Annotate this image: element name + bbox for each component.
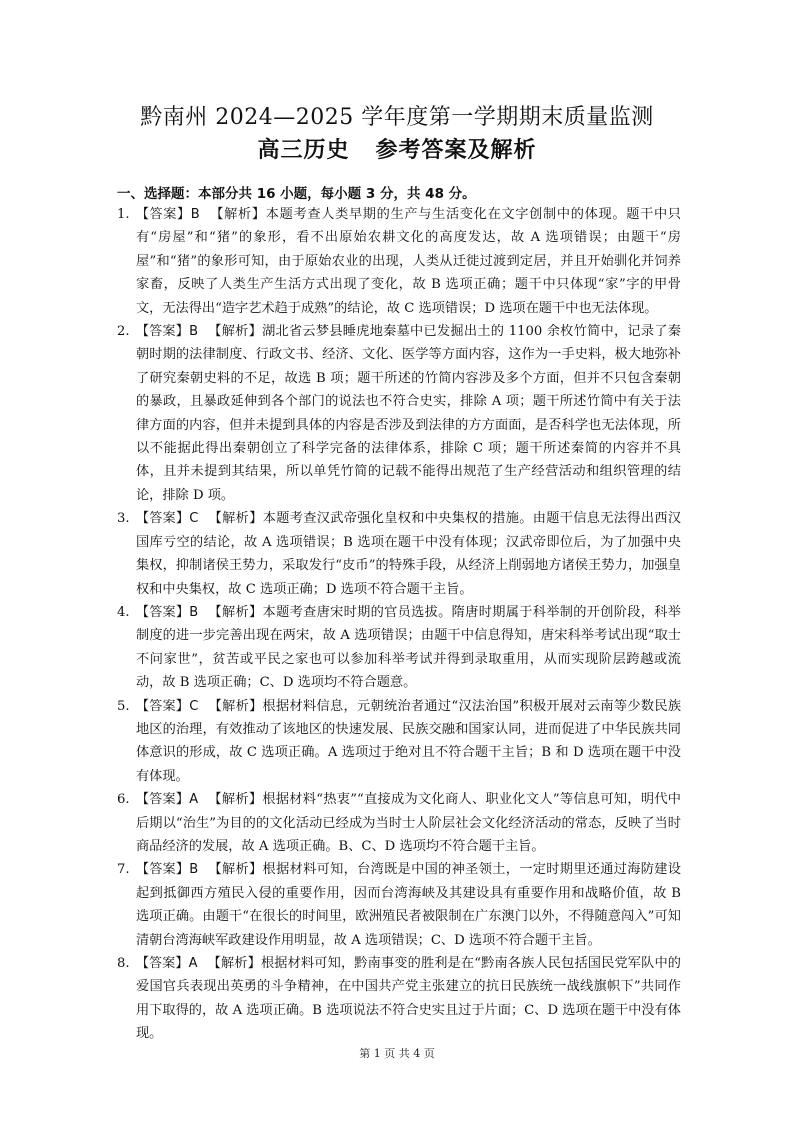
item-number: 2. (117, 324, 130, 340)
answer-item (117, 203, 681, 320)
item-answer: 【答案】A (136, 792, 199, 808)
item-number: 7. (117, 862, 130, 878)
item-number: 5. (117, 698, 130, 714)
document-title: 黔南州 2024—2025 学年度第一学期期末质量监测 (140, 105, 654, 130)
item-analysis: 【解析】本题考查唐宋时期的官员选拔。隋唐时期属于科举制的开创阶段，科举制度的进一步完善出现在两宋，故 A 选项错误；由题干中信息得知，唐宋科举考试出现“取士不问家世”，贫苦或平民之家也可以参加科举考试并得到录取重用，从而实现阶层跨越或流动，故 B 选项正确；C、D 选项均不符合题意。 (136, 604, 681, 691)
document-subtitle (0, 133, 794, 164)
item-answer: 【答案】B (136, 862, 199, 878)
item-analysis: 【解析】本题考查汉武帝强化皇权和中央集权的措施。由题干信息无法得出西汉国库亏空的结论，故 A 选项错误；B 选项在题干中没有体现；汉武帝即位后，为了加强中央集权，抑制诸侯王势力，采取发行“皮币”的特殊手段，从经济上削弱地方诸侯王势力，加强皇权和中央集权，故 C 选项正确；D 选项不符合题干主旨。 (136, 511, 682, 597)
answer-key-label: 参考答案及解析 (375, 138, 537, 163)
answer-item (117, 788, 681, 858)
answer-list (117, 203, 681, 1046)
item-answer: 【答案】B (136, 604, 199, 620)
item-answer: 【答案】A (136, 956, 198, 971)
answer-item (117, 601, 681, 695)
item-answer: 【答案】B (136, 207, 200, 222)
item-answer: 【答案】B (136, 324, 198, 340)
item-analysis: 【解析】本题考查人类早期的生产与生活变化在文字创制中的体现。题干中只有“房屋”和“猪”的象形，看不出原始农耕文化的高度发达，故 A 选项错误；由题干“房屋”和“猪”的象形可知，由于原始农业的出现，人类从迁徙过渡到定居，并且开始驯化并饲养家畜，反映了人类生产生活方式出现了变化，故 B 选项正确；题干中只体现“家”字的甲骨文，无法得出“造字艺术趋于成熟”的结论，故 C 选项错误；D 选项在题干中也无法体现。 (136, 207, 681, 316)
section-heading: 一、选择题：本部分共 16 小题，每小题 3 分，共 48 分。 (117, 186, 476, 202)
answer-item (117, 507, 681, 601)
item-number: 8. (117, 956, 130, 971)
item-number: 1. (117, 207, 130, 222)
item-analysis: 【解析】根据材料“热衷”“直接成为文化商人、职业化文人”等信息可知，明代中后期以“治生”为目的的文化活动已经成为当时士人阶层社会文化经济活动的常态，反映了当时商品经济的发展，故 A 选项正确。B、C、D 选项均不符合题干主旨。 (136, 792, 681, 854)
item-analysis: 【解析】湖北省云梦县睡虎地秦墓中已发掘出土的 1100 余枚竹简中，记录了秦朝时期的法律制度、行政文书、经济、文化、医学等方面内容，这作为一手史料，极大地弥补了研究秦朝史料的不足，故选 B 项；题干所述的竹简内容涉及多个方面，但并不只包含秦朝的暴政，且暴政延伸到各个部门的说法也不符合史实，排除 A 项；题干所述竹简中有关于法律方面的内容，但并未提到具体的内容是否涉及到法律的方方面面，是否科学也无法体现，所以不能据此得出秦朝创立了科学完备的法律体系，排除 C 项；题干所述秦简的内容并不具体，且并未提到其结果，所以单凭竹简的记载不能得出规范了生产经营活动和组织管理的结论，排除 D 项。 (136, 324, 681, 503)
item-analysis: 【解析】根据材料信息，元朝统治者通过“汉法治国”积极开展对云南等少数民族地区的治理，有效推动了该地区的快速发展、民族交融和国家认同，进而促进了中华民族共同体意识的形成，故 C 选项正确。A 选项过于绝对且不符合题干主旨；B 和 D 选项在题干中没有体现。 (136, 698, 682, 784)
item-analysis: 【解析】根据材料可知，黔南事变的胜利是在“黔南各族人民包括国民党军队中的爱国官兵表现出英勇的斗争精神，在中国共产党主张建立的抗日民族统一战线旗帜下”共同作用下取得的，故 A 选项正确。B 选项说法不符合史实且过于片面；C、D 选项在题干中没有体现。 (136, 956, 681, 1042)
answer-item (117, 952, 681, 1046)
item-number: 3. (117, 511, 130, 527)
item-answer: 【答案】C (136, 698, 199, 714)
page-number: 第 1 页 共 4 页 (359, 1047, 435, 1060)
subject-label: 高三历史 (257, 138, 350, 163)
answer-item (117, 858, 681, 952)
answer-item (117, 695, 681, 789)
item-number: 4. (117, 604, 130, 620)
item-answer: 【答案】C (136, 511, 199, 527)
answer-item (117, 320, 681, 507)
item-number: 6. (117, 792, 130, 808)
item-analysis: 【解析】根据材料可知，台湾既是中国的神圣领土，一定时期里还通过海防建设起到抵御西方殖民入侵的重要作用，因而台湾海峡及其建设具有重要作用和战略价值，故 B 选项正确。由题干“在很长的时间里，欧洲殖民者被限制在广东澳门以外，不得随意闯入”可知清朝台湾海峡军政建设作用明显，故 A 选项错误；C、D 选项不符合题干主旨。 (136, 862, 681, 948)
